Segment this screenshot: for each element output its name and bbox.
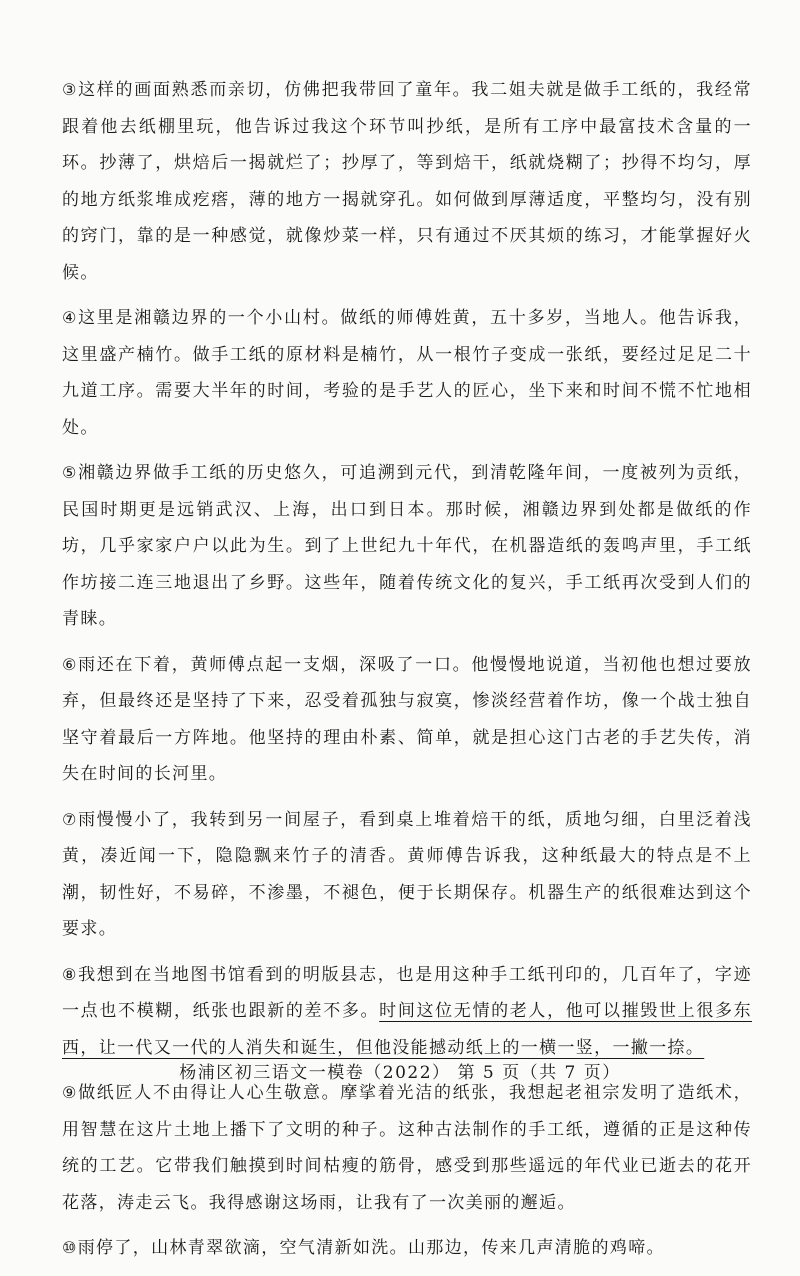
paragraph-8 bbox=[62, 957, 752, 1067]
paragraph-4 bbox=[62, 300, 752, 446]
paragraph-number: ⑩ bbox=[62, 1238, 78, 1257]
paragraph-3 bbox=[62, 72, 752, 291]
paragraph-number: ③ bbox=[62, 80, 79, 99]
paragraph-text: 做纸匠人不由得让人心生敬意。摩挲着光洁的纸张，我想起老祖宗发明了造纸术，用智慧在这片土地上播下了文明的种子。这种古法制作的手工纸，遵循的正是这种传统的工艺。它带我们触摸到时间枯瘦的筋骨，感受到那些遥远的年代业已逝去的花开花落，涛走云飞。我得感谢这场雨，让我有了一次美丽的邂逅。 bbox=[62, 1083, 752, 1213]
paragraph-number: ④ bbox=[62, 308, 79, 327]
underlined-sentence: 时间这位无情的老人，他可以摧毁世上很多东西，让一代又一代的人消失和诞生，但他没能撼动纸上的一横一竖，一撇一捺。 bbox=[62, 1001, 753, 1058]
paragraph-7 bbox=[62, 802, 752, 948]
document-body bbox=[62, 72, 752, 1276]
paragraph-text: 雨还在下着，黄师傅点起一支烟，深吸了一口。他慢慢地说道，当初他也想过要放弃，但最终还是坚持了下来，忍受着孤独与寂寞，惨淡经营着作坊，像一个战士独自坚守着最后一方阵地。他坚持的理由朴素、简单，就是担心这门古老的手艺失传，消失在时间的长河里。 bbox=[62, 654, 752, 784]
paragraph-10 bbox=[62, 1230, 752, 1267]
paragraph-5 bbox=[62, 455, 752, 638]
paragraph-text: 我想到在当地图书馆看到的明版县志，也是用这种手工纸刊印的，几百年了，字迹一点也不模糊，纸张也跟新的差不多。 bbox=[62, 964, 752, 1021]
paragraph-text: 雨停了，山林青翠欲滴，空气清新如洗。山那边，传来几声清脆的鸡啼。 bbox=[77, 1238, 665, 1258]
paragraph-number: ⑤ bbox=[62, 463, 79, 482]
paragraph-9 bbox=[62, 1075, 752, 1221]
paragraph-text: 湘赣边界做手工纸的历史悠久，可追溯到元代，到清乾隆年间，一度被列为贡纸，民国时期更是远销武汉、上海，出口到日本。那时候，湘赣边界到处都是做纸的作坊，几乎家家户户以此为生。到了上世纪九十年代，在机器造纸的轰鸣声里，手工纸作坊接二连三地退出了乡野。这些年，随着传统文化的复兴，手工纸再次受到人们的青睐。 bbox=[62, 463, 752, 629]
paragraph-number: ⑥ bbox=[62, 654, 79, 674]
paragraph-6 bbox=[62, 647, 752, 793]
paragraph-text: 雨慢慢小了，我转到另一间屋子，看到桌上堆着焙干的纸，质地匀细，白里泛着浅黄，凑近闻一下，隐隐飘来竹子的清香。黄师傅告诉我，这种纸最大的特点是不上潮，韧性好，不易碎，不渗墨，不褪色，便于长期保存。机器生产的纸很难达到这个要求。 bbox=[62, 809, 752, 939]
page-footer: 杨浦区初三语文一模卷（2022） 第 5 页（共 7 页） bbox=[179, 1063, 621, 1083]
paragraph-number: ⑦ bbox=[62, 809, 79, 829]
paragraph-number: ⑧ bbox=[62, 964, 79, 984]
paragraph-text: 这样的画面熟悉而亲切，仿佛把我带回了童年。我二姐夫就是做手工纸的，我经常跟着他去纸棚里玩，他告诉过我这个环节叫抄纸，是所有工序中最富技术含量的一环。抄薄了，烘焙后一揭就烂了；抄厚了，等到焙干，纸就烧糊了；抄得不均匀，厚的地方纸浆堆成疙瘩，薄的地方一揭就穿孔。如何做到厚薄适度，平整均匀，没有别的窍门，靠的是一种感觉，就像炒菜一样，只有通过不厌其烦的练习，才能掌握好火候。 bbox=[62, 80, 752, 283]
paragraph-text: 这里是湘赣边界的一个小山村。做纸的师傅姓黄，五十多岁，当地人。他告诉我，这里盛产楠竹。做手工纸的原材料是楠竹，从一根竹子变成一张纸，要经过足足二十九道工序。需要大半年的时间，考验的是手艺人的匠心，坐下来和时间不慌不忙地相处。 bbox=[62, 308, 752, 438]
paragraph-number: ⑨ bbox=[62, 1083, 79, 1102]
